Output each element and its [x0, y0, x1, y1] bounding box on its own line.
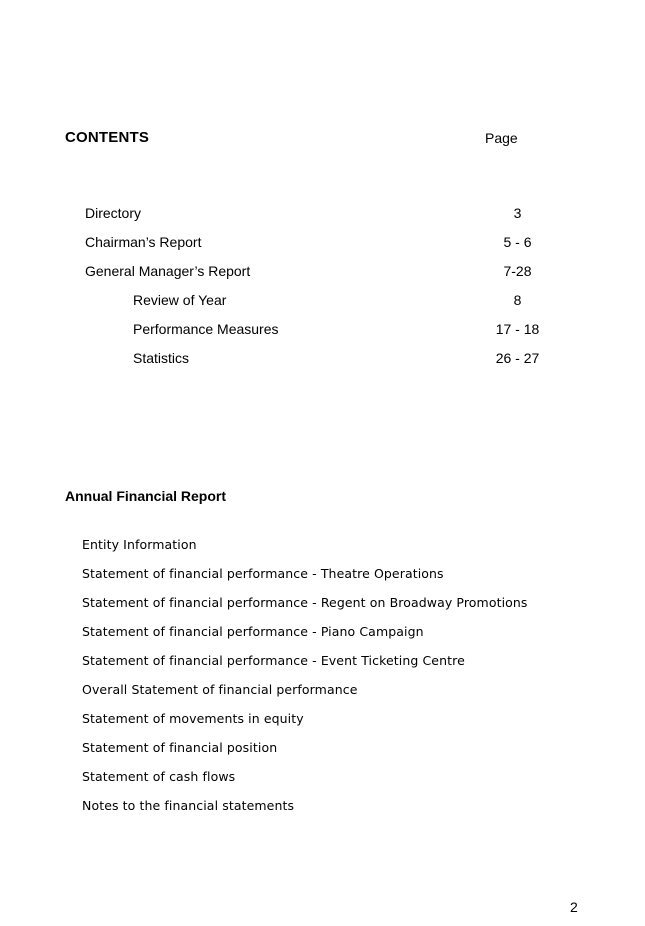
toc-item-label: Directory	[85, 205, 142, 221]
toc-row	[85, 315, 565, 344]
table-of-contents	[85, 199, 565, 373]
toc-item-label: Statistics	[133, 350, 190, 366]
toc-item-page: 26 - 27	[495, 350, 540, 366]
toc-item-label: Performance Measures	[133, 321, 279, 337]
toc-item-page: 8	[513, 292, 522, 308]
list-item: Overall Statement of financial performance	[82, 682, 358, 697]
contents-heading: CONTENTS	[65, 129, 150, 146]
toc-row	[85, 286, 565, 315]
list-item: Statement of financial position	[82, 740, 278, 755]
toc-row	[85, 344, 565, 373]
list-item: Statement of financial performance - Regent on Broadway Promotions	[82, 595, 528, 610]
list-item: Statement of cash flows	[82, 769, 236, 784]
list-item: Entity Information	[82, 537, 197, 552]
toc-item-page: 17 - 18	[495, 321, 540, 337]
list-item: Statement of movements in equity	[82, 711, 304, 726]
toc-row	[85, 228, 565, 257]
annual-financial-report-list	[82, 530, 622, 820]
toc-item-label: Chairman’s Report	[85, 234, 202, 250]
list-item: Statement of financial performance - Event Ticketing Centre	[82, 653, 465, 668]
list-item: Notes to the financial statements	[82, 798, 295, 813]
list-item: Statement of financial performance - Theatre Operations	[82, 566, 444, 581]
toc-item-label: Review of Year	[133, 292, 227, 308]
toc-item-page: 3	[513, 205, 522, 221]
list-item: Statement of financial performance - Piano Campaign	[82, 624, 424, 639]
toc-item-page: 7-28	[503, 263, 532, 279]
toc-row	[85, 199, 565, 228]
footer-page-number: 2	[570, 899, 578, 915]
toc-item-page: 5 - 6	[503, 234, 532, 250]
annual-financial-report-heading: Annual Financial Report	[65, 488, 227, 504]
page-column-header: Page	[485, 130, 518, 146]
toc-item-label: General Manager’s Report	[85, 263, 251, 279]
toc-row	[85, 257, 565, 286]
